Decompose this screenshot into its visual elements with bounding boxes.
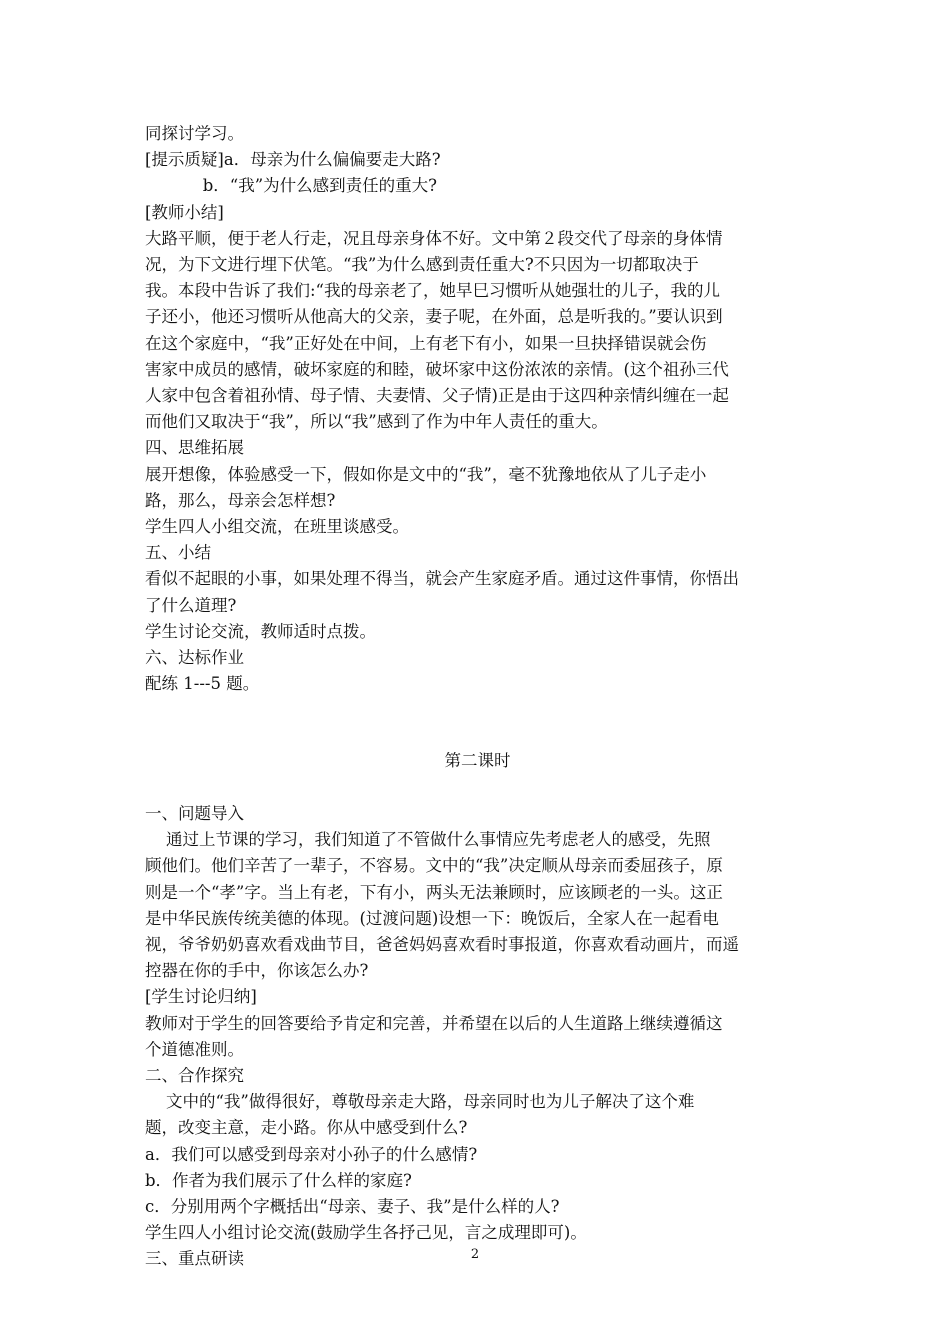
text-line: 大路平顺，便于老人行走，况且母亲身体不好。文中第２段交代了母亲的身体情: [145, 228, 723, 248]
text-line: 配练 1---5 题。: [145, 674, 260, 694]
page-number: 2: [470, 1247, 480, 1262]
text-line: 学生四人小组交流，在班里谈感受。: [145, 517, 409, 537]
text-line: 子还小，他还习惯听从他高大的父亲，妻子呢，在外面，总是听我的。”要认识到: [145, 307, 723, 327]
lesson-title: 第二课时: [444, 751, 511, 770]
text-line: [教师小结]: [145, 202, 224, 222]
text-line: 况，为下文进行埋下伏笔。“我”为什么感到责任重大?不只因为一切都取决于: [145, 255, 699, 275]
text-line: 而他们又取决于“我”，所以“我”感到了作为中年人责任的重大。: [145, 412, 608, 432]
text-line: 同探讨学习。: [145, 124, 244, 143]
text-line: 路，那么，母亲会怎样想?: [145, 490, 336, 510]
section-heading: 三、重点研读: [145, 1249, 244, 1269]
text-line: c．分别用两个字概括出“母亲、妻子、我”是什么样的人?: [145, 1197, 560, 1217]
text-line: [提示质疑]a．母亲为什么偏偏要走大路?: [145, 150, 441, 170]
text-line: 我。本段中告诉了我们:“我的母亲老了，她早巳习惯听从她强壮的儿子，我的儿: [145, 281, 720, 301]
section-heading: 二、合作探究: [145, 1066, 244, 1086]
text-line: 是中华民族传统美德的体现。(过渡问题)设想一下：晚饭后，全家人在一起看电: [145, 908, 719, 928]
text-line: [学生讨论归纳]: [145, 987, 257, 1007]
text-line: 展开想像，体验感受一下，假如你是文中的“我”，毫不犹豫地依从了儿子走小: [145, 464, 707, 484]
section-heading: 六、达标作业: [145, 648, 244, 668]
text-line: 学生四人小组讨论交流(鼓励学生各抒己见，言之成理即可)。: [145, 1223, 587, 1243]
text-line: 题，改变主意，走小路。你从中感受到什么?: [145, 1118, 468, 1138]
section-heading: 五、小结: [145, 543, 211, 563]
section-heading: 一、问题导入: [145, 804, 244, 823]
text-line: 控器在你的手中，你该怎么办?: [145, 961, 369, 981]
text-line: 视，爷爷奶奶喜欢看戏曲节目，爸爸妈妈喜欢看时事报道，你喜欢看动画片，而遥: [145, 935, 739, 955]
text-line: 看似不起眼的小事，如果处理不得当，就会产生家庭矛盾。通过这件事情，你悟出: [145, 569, 739, 589]
text-line: b．“我”为什么感到责任的重大?: [145, 176, 437, 196]
text-line: 文中的“我”做得很好，尊敬母亲走大路，母亲同时也为儿子解决了这个难: [145, 1092, 695, 1112]
text-line: 学生讨论交流，教师适时点拨。: [145, 621, 376, 641]
section-heading: 四、思维拓展: [145, 438, 244, 458]
text-line: 在这个家庭中，“我”正好处在中间，上有老下有小，如果一旦抉择错误就会伤: [145, 333, 707, 353]
lesson-two-text: [145, 801, 810, 1273]
lesson-one-continued-text: [145, 121, 810, 697]
text-line: 个道德准则。: [145, 1039, 244, 1059]
text-line: b．作者为我们展示了什么样的家庭?: [145, 1170, 412, 1190]
text-line: 顾他们。他们辛苦了一辈子，不容易。文中的“我”决定顺从母亲而委屈孩子，原: [145, 856, 723, 876]
text-line: 了什么道理?: [145, 595, 237, 615]
text-line: 教师对于学生的回答要给予肯定和完善，并希望在以后的人生道路上继续遵循这: [145, 1013, 723, 1033]
text-line: 人家中包含着祖孙情、母子情、夫妻情、父子情)正是由于这四种亲情纠缠在一起: [145, 386, 729, 406]
text-line: 害家中成员的感情，破坏家庭的和睦，破坏家中这份浓浓的亲情。(这个祖孙三代: [145, 359, 729, 379]
text-line: 则是一个“孝”字。当上有老，下有小，两头无法兼顾时，应该顾老的一头。这正: [145, 882, 723, 902]
text-line: a．我们可以感受到母亲对小孙子的什么感情?: [145, 1144, 478, 1164]
text-line: 通过上节课的学习，我们知道了不管做什么事情应先考虑老人的感受，先照: [145, 830, 711, 850]
